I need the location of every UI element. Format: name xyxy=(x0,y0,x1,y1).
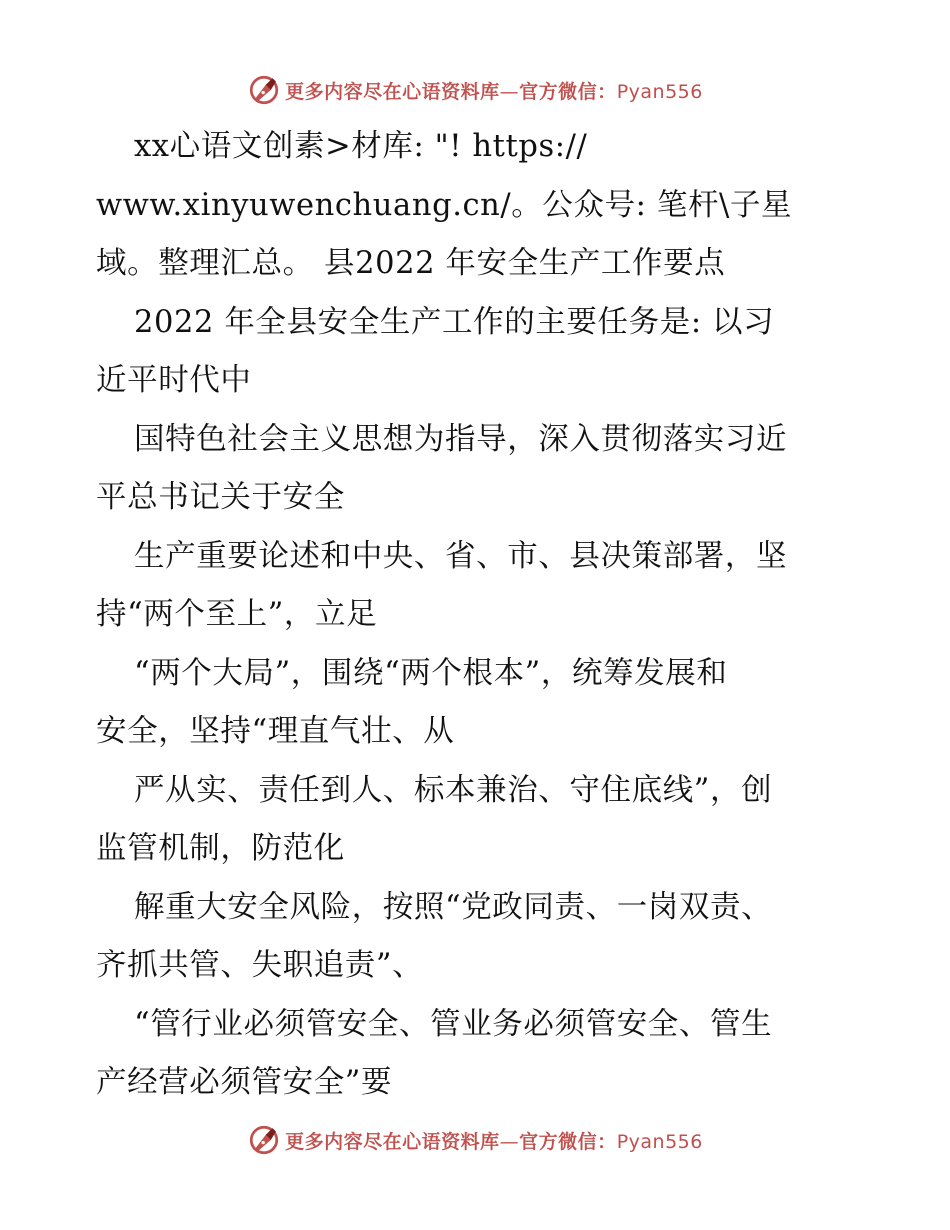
paragraph: 解重大安全风险，按照“党政同责、一岗双责、 齐抓共管、失职追责”、 xyxy=(96,889,773,983)
paragraph: 2022 年全县安全生产工作的主要任务是: 以习 近平时代中 xyxy=(96,304,775,398)
paragraph: “管行业必须管安全、管业务必须管安全、管生 产经营必须管安全”要 xyxy=(96,1006,773,1100)
paragraph: “两个大局”，围绕“两个根本”，统筹发展和 安全，坚持“理直气壮、从 xyxy=(96,655,728,749)
watermark-wechat-label: 官方微信： xyxy=(519,80,617,103)
paragraph: xx心语文创素>材库: "! https:// www.xinyuwenchuang.cn/。公众号: 笔杆\子星 域。整理汇总。 县2022 年安全生产工作要点 xyxy=(96,129,793,281)
footer-watermark xyxy=(0,1120,950,1160)
paragraph: 严从实、责任到人、标本兼治、守住底线”，创 监管机制，防范化 xyxy=(96,772,773,866)
watermark-separator: — xyxy=(499,80,520,103)
watermark-wechat-id: Pyan556 xyxy=(616,1130,703,1153)
watermark-wechat-label: 官方微信： xyxy=(519,1130,617,1153)
paragraph: 国特色社会主义思想为指导，深入贯彻落实习近 平总书记关于安全 xyxy=(96,421,788,515)
pen-nib-logo-icon xyxy=(247,73,281,107)
header-watermark xyxy=(0,70,950,110)
document-body xyxy=(96,118,856,1113)
watermark-separator: — xyxy=(499,1130,520,1153)
pen-nib-logo-icon xyxy=(247,1123,281,1157)
watermark-title: 更多内容尽在心语资料库 xyxy=(285,1130,500,1153)
watermark-wechat-id: Pyan556 xyxy=(616,80,703,103)
paragraph: 生产重要论述和中央、省、市、县决策部署，坚 持“两个至上”，立足 xyxy=(96,538,788,632)
watermark-title: 更多内容尽在心语资料库 xyxy=(285,80,500,103)
